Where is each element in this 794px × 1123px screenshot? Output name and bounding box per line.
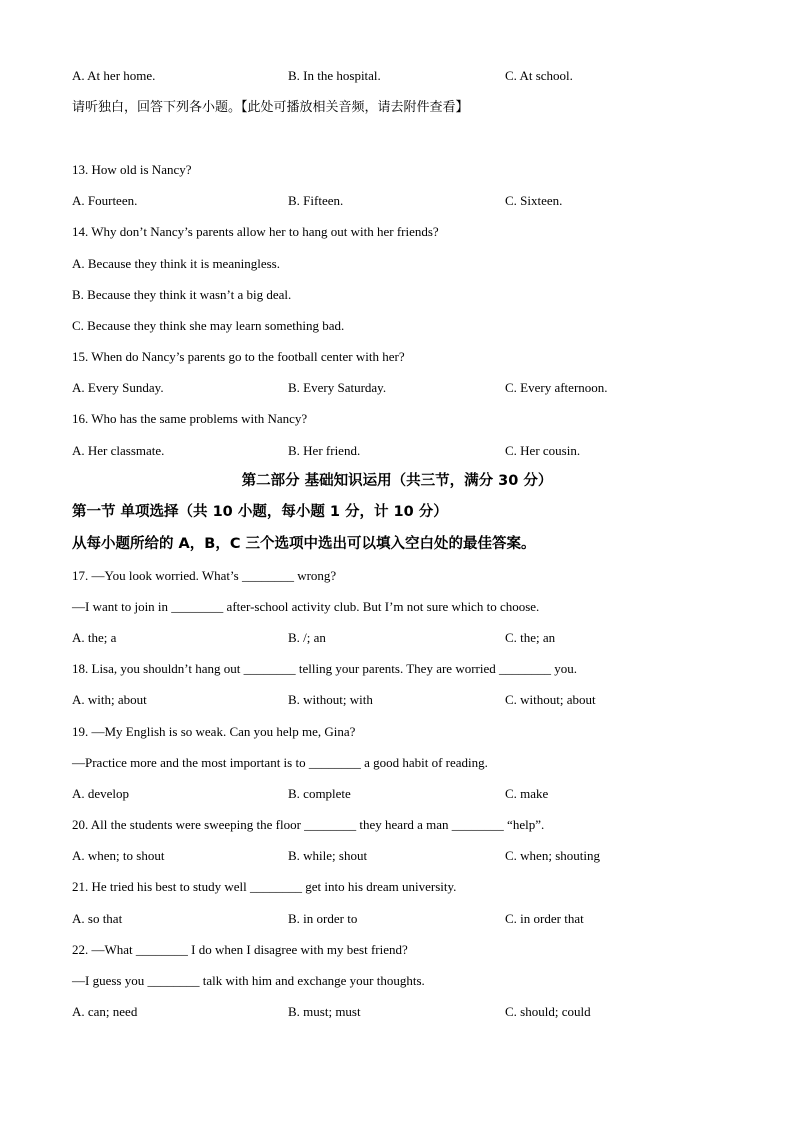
q16-options (72, 443, 732, 459)
q17-options (72, 630, 732, 646)
option-a: A. develop (72, 786, 130, 801)
option-c: C. the; an (505, 630, 556, 645)
option-a: A. Her classmate. (72, 443, 165, 458)
question-19: 19. —My English is so weak. Can you help me, Gina? (72, 724, 356, 739)
option-b: B. in order to (288, 911, 358, 926)
option-b: B. Her friend. (288, 443, 361, 458)
option-a: A. when; to shout (72, 848, 165, 863)
option-a: A. Fourteen. (72, 193, 138, 208)
question-16: 16. Who has the same problems with Nancy? (72, 411, 308, 426)
option-a: A. so that (72, 911, 123, 926)
option-c: C. when; shouting (505, 848, 600, 863)
q22-options (72, 1004, 732, 1020)
option-b: B. without; with (288, 692, 373, 707)
option-c: C. At school. (505, 68, 573, 83)
option-a: A. Every Sunday. (72, 380, 164, 395)
q18-options (72, 692, 732, 708)
option-a: A. the; a (72, 630, 117, 645)
question-17-response: —I want to join in ________ after-school activity club. But I’m not sure which to choose. (72, 599, 540, 614)
question-18: 18. Lisa, you shouldn’t hang out ________ telling your parents. They are worried ________ you. (72, 661, 578, 676)
option-b: B. complete (288, 786, 351, 801)
question-21: 21. He tried his best to study well ________ get into his dream university. (72, 879, 457, 894)
option-b: B. Fifteen. (288, 193, 344, 208)
option-b: B. In the hospital. (288, 68, 381, 83)
listening-instruction: 请听独白，回答下列各小题。【此处可播放相关音频，请去附件查看】 (72, 100, 469, 115)
q20-options (72, 848, 732, 864)
q15-options (72, 380, 732, 396)
option-c: C. without; about (505, 692, 596, 707)
q13-options (72, 193, 732, 209)
q14-option-a: A. Because they think it is meaningless. (72, 256, 280, 271)
question-15: 15. When do Nancy’s parents go to the football center with her? (72, 349, 405, 364)
q14-option-b: B. Because they think it wasn’t a big deal. (72, 287, 292, 302)
question-22-response: —I guess you ________ talk with him and exchange your thoughts. (72, 973, 425, 988)
q12-options (72, 68, 732, 84)
q14-option-c: C. Because they think she may learn something bad. (72, 318, 345, 333)
question-19-response: —Practice more and the most important is to ________ a good habit of reading. (72, 755, 488, 770)
section-1-title: 第一节 单项选择（共 10 小题，每小题 1 分，计 10 分） (72, 504, 448, 520)
option-a: A. can; need (72, 1004, 138, 1019)
option-b: B. while; shout (288, 848, 368, 863)
option-c: C. in order that (505, 911, 584, 926)
question-13: 13. How old is Nancy? (72, 162, 192, 177)
option-c: C. Her cousin. (505, 443, 581, 458)
question-22: 22. —What ________ I do when I disagree with my best friend? (72, 942, 408, 957)
section-1-instruction: 从每小题所给的 A，B，C 三个选项中选出可以填入空白处的最佳答案。 (72, 536, 536, 552)
question-20: 20. All the students were sweeping the floor ________ they heard a man ________ “help”. (72, 817, 545, 832)
option-b: B. must; must (288, 1004, 361, 1019)
q21-options (72, 911, 732, 927)
option-c: C. should; could (505, 1004, 591, 1019)
option-a: A. with; about (72, 692, 147, 707)
q19-options (72, 786, 732, 802)
option-a: A. At her home. (72, 68, 156, 83)
option-c: C. make (505, 786, 549, 801)
question-17: 17. —You look worried. What’s ________ wrong? (72, 568, 337, 583)
option-c: C. Every afternoon. (505, 380, 608, 395)
option-c: C. Sixteen. (505, 193, 563, 208)
question-14: 14. Why don’t Nancy’s parents allow her to hang out with her friends? (72, 224, 439, 239)
part-2-title: 第二部分 基础知识运用（共三节，满分 30 分） (241, 473, 553, 489)
option-b: B. Every Saturday. (288, 380, 387, 395)
option-b: B. /; an (288, 630, 326, 645)
